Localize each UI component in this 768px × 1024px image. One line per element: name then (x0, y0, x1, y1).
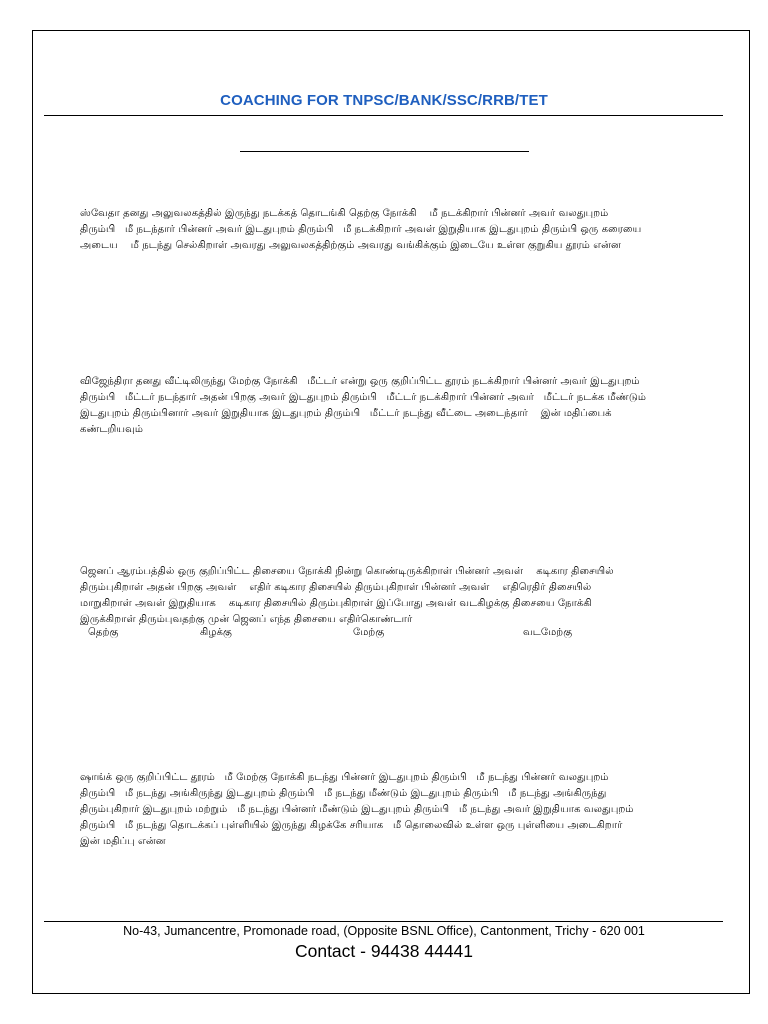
question-3: ஜெனப் ஆரம்பத்தில் ஒரு குறிப்பிட்ட திசையை நோக்கி நின்று கொண்டிருக்கிறாள் பின்னர் அவள் கடிகார திசையில் திரும்புகிறாள் அதன் பிறகு அவள் எதிர் கடிகார திசையில் திரும்புகிறாள் பின்னர் அவள் எதிரெதிர் திசையில் மாறுகிறாள் அவள் இறுதியாக கடிகார திசையில் திரும்புகிறாள் இப்போது அவள் வடகிழக்கு திசையை நோக்கி இருக்கிறாள் திரும்புவதற்கு முன் ஜெனப் எந்த திசையை எதிர்கொண்டார் (80, 566, 614, 625)
question-2: விஜேந்திரா தனது வீட்டிலிருந்து மேற்கு நோக்கி மீட்டர் என்று ஒரு குறிப்பிட்ட தூரம் நடக்கிறார் பின்னர் அவர் இடதுபுறம் திரும்பி மீட்டர் நடந்தார் அதன் பிறகு அவர் இடதுபுறம் திரும்பி மீட்டர் நடக்கிறார் பின்னர் அவர் மீட்டர் நடக்க மீண்டும் இடதுபுறம் திரும்பினார் அவர் இறுதியாக இடதுபுறம் திரும்பி மீட்டர் நடந்து வீட்டை அடைந்தார் இன் மதிப்பைக் கண்டறியவும் (80, 376, 647, 435)
question-3-options (88, 626, 608, 644)
question-4: ஷாங்க் ஒரு குறிப்பிட்ட தூரம் மீ மேற்கு நோக்கி நடந்து பின்னர் இடதுபுறம் திரும்பி மீ நடந்து பின்னர் வலதுபுறம் திரும்பி மீ நடந்து அங்கிருந்து இடதுபுறம் திரும்பி மீ நடந்து மீண்டும் இடதுபுறம் திரும்பி மீ நடந்து அங்கிருந்து திரும்புகிறார் இடதுபுறம் மற்றும் மீ நடந்து பின்னர் மீண்டும் இடதுபுறம் திரும்பி மீ நடந்து அவர் இறுதியாக வலதுபுறம் திரும்பி மீ நடந்து தொடக்கப் புள்ளியில் இருந்து கிழக்கே சரியாக மீ தொலைவில் உள்ள ஒரு புள்ளியை அடைகிறார் இன் மதிப்பு என்ன (80, 772, 634, 847)
option-1: தெற்கு (88, 627, 119, 638)
title-underline (240, 151, 529, 152)
question-1: ஸ்வேதா தனது அலுவலகத்தில் இருந்து நடக்கத் தொடங்கி தெற்கு நோக்கி மீ நடக்கிறார் பின்னர் அவர் வலதுபுறம் திரும்பி மீ நடந்தார் பின்னர் அவர் இடதுபுறம் திரும்பி மீ நடக்கிறார் அவள் இறுதியாக இடதுபுறம் திரும்பி ஒரு கரையை அடைய மீ நடந்து செல்கிறாள் அவரது அலுவலகத்திற்கும் அவரது வங்கிக்கும் இடையே உள்ள குறுகிய தூரம் என்ன (80, 208, 642, 251)
page-title: COACHING FOR TNPSC/BANK/SSC/RRB/TET (220, 92, 548, 109)
option-2: கிழக்கு (200, 627, 233, 638)
footer-divider (44, 921, 723, 922)
footer-address: No-43, Jumancentre, Promonade road, (Opposite BSNL Office), Cantonment, Trichy - 620 001 (123, 924, 645, 938)
option-4: வடமேற்கு (523, 627, 573, 638)
option-3: மேற்கு (353, 627, 385, 638)
header-divider (44, 115, 723, 116)
footer-contact: Contact - 94438 44441 (294, 941, 474, 961)
